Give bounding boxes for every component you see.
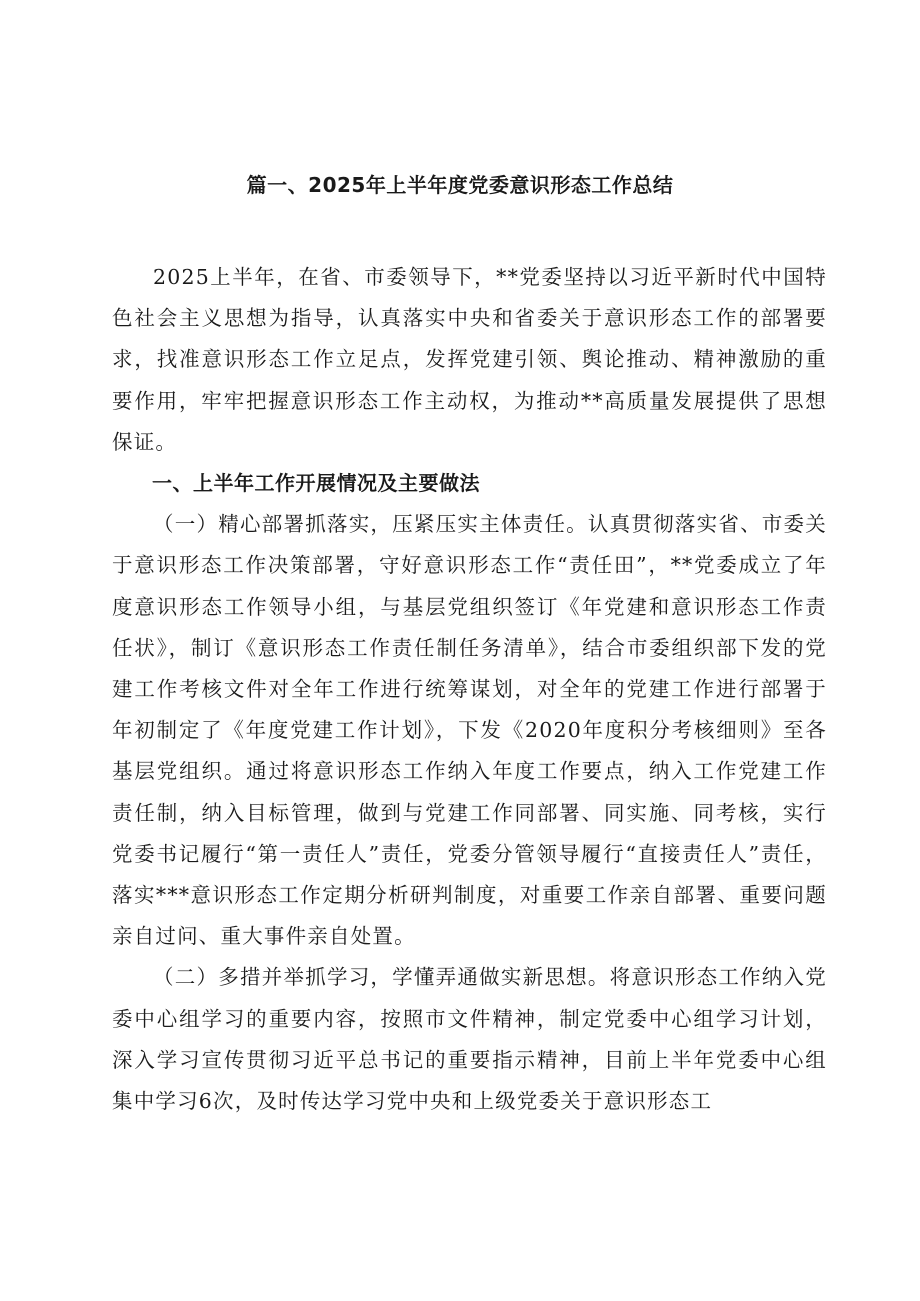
section-heading-1: 一、上半年工作开展情况及主要做法 (152, 471, 480, 496)
paragraph-study: （二）多措并举抓学习，学懂弄通做实新思想。将意识形态工作纳入党委中心组学习的重要内容，按照市文件精神，制定党委中心组学习计划，深入学习宣传贯彻习近平总书记的重要指示精神，目前上半年党委中心组集中学习6次，及时传达学习党中央和上级党委关于意识形态工 (112, 965, 827, 1114)
document-body (112, 257, 827, 1122)
document-title: 篇一、2025年上半年度党委意识形态工作总结 (246, 173, 674, 197)
paragraph-responsibility: （一）精心部署抓落实，压紧压实主体责任。认真贯彻落实省、市委关于意识形态工作决策部署，守好意识形态工作“责任田”，**党委成立了年度意识形态工作领导小组，与基层党组织签订《年党建和意识形态工作责任状》，制订《意识形态工作责任制任务清单》，结合市委组织部下发的党建工作考核文件对全年工作进行统筹谋划，对全年的党建工作进行部署于年初制定了《年度党建工作计划》，下发《2020年度积分考核细则》至各基层党组织。通过将意识形态工作纳入年度工作要点，纳入工作党建工作责任制，纳入目标管理，做到与党建工作同部署、同实施、同考核，实行党委书记履行“第一责任人”责任，党委分管领导履行“直接责任人”责任，落实***意识形态工作定期分析研判制度，对重要工作亲自部署、重要问题亲自过问、重大事件亲自处置。 (112, 512, 827, 949)
intro-paragraph: 2025上半年，在省、市委领导下，**党委坚持以习近平新时代中国特色社会主义思想为指导，认真落实中央和省委关于意识形态工作的部署要求，找准意识形态工作立足点，发挥党建引领、舆论推动、精神激励的重要作用，牢牢把握意识形态工作主动权，为推动**高质量发展提供了思想保证。 (112, 265, 827, 454)
